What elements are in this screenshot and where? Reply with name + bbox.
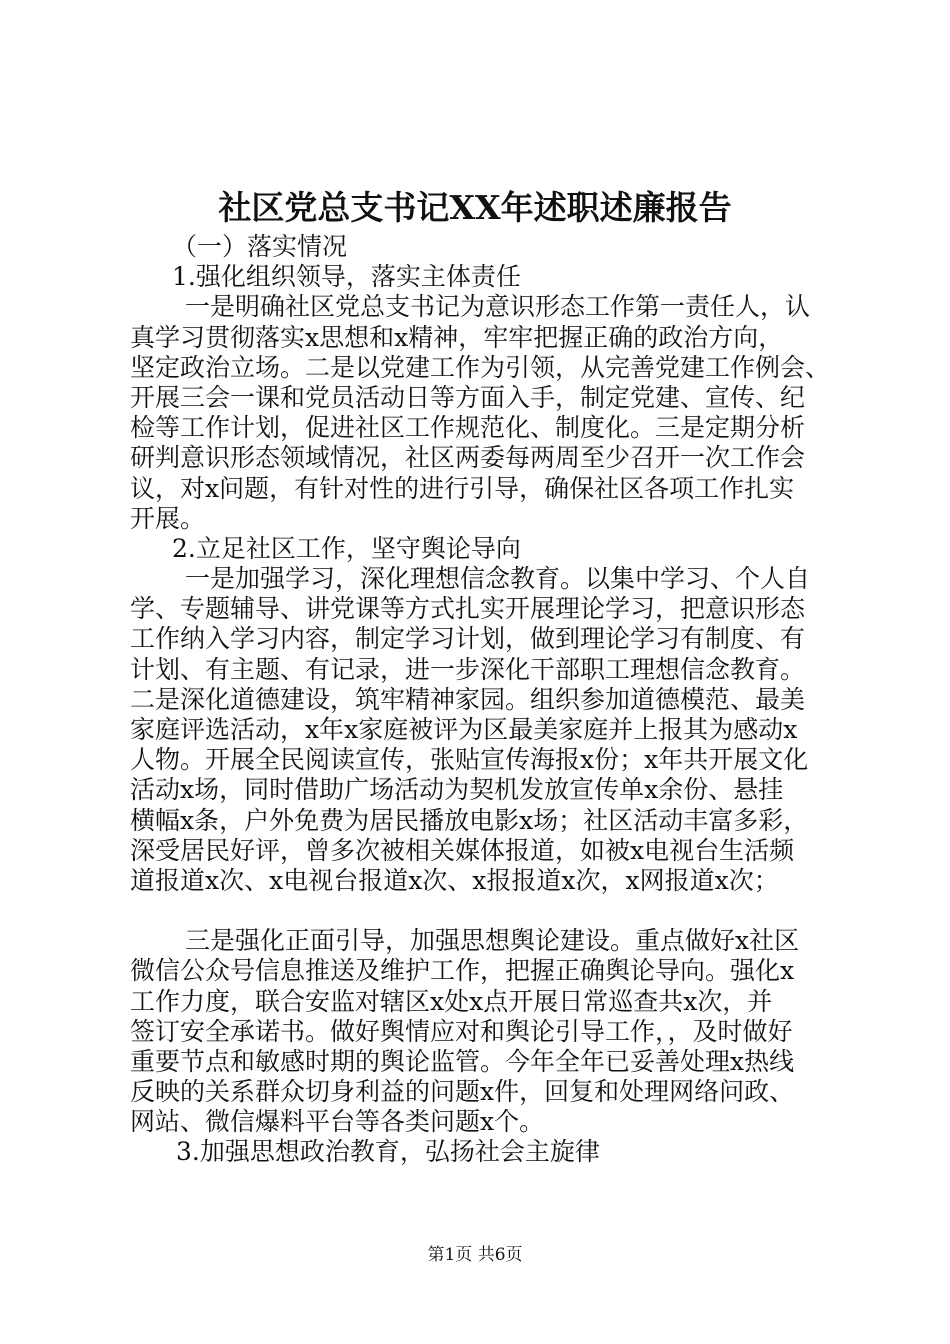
paragraph-line: 研判意识形态领域情况，社区两委每两周至少召开一次工作会 (130, 443, 806, 473)
paragraph-line: 活动x场，同时借助广场活动为契机发放宣传单x余份、悬挂 (130, 775, 784, 805)
paragraph-line: 学、专题辅导、讲党课等方式扎实开展理论学习，把意识形态 (130, 594, 806, 624)
paragraph-line: 道报道x次、x电视台报道x次、x报报道x次，x网报道x次； (130, 865, 779, 895)
document-body (130, 232, 840, 1168)
paragraph-line: 横幅x条，户外免费为居民播放电影x场；社区活动丰富多彩， (130, 805, 809, 835)
paragraph-line: 坚定政治立场。二是以党建工作为引领，从完善党建工作例会、 (130, 352, 831, 382)
paragraph-line: 微信公众号信息推送及维护工作，把握正确舆论导向。强化x (130, 956, 795, 986)
paragraph-line: 反映的关系群众切身利益的问题x件，回复和处理网络问政、 (130, 1077, 795, 1107)
paragraph-spacer (130, 896, 840, 926)
paragraph-line: 真学习贯彻落实x思想和x精神，牢牢把握正确的政治方向， (130, 322, 784, 352)
paragraph-line: 重要节点和敏感时期的舆论监管。今年全年已妥善处理x热线 (130, 1046, 795, 1076)
paragraph-line: 议，对x问题，有针对性的进行引导，确保社区各项工作扎实 (130, 473, 795, 503)
paragraph-line: 计划、有主题、有记录，进一步深化干部职工理想信念教育。 (130, 654, 806, 684)
paragraph-line: 工作纳入学习内容，制定学习计划，做到理论学习有制度、有 (130, 624, 806, 654)
subsection-heading: 3.加强思想政治教育，弘扬社会主旋律 (176, 1137, 600, 1167)
section-heading: （一）落实情况 (172, 232, 348, 261)
paragraph-line: 二是深化道德建设，筑牢精神家园。组织参加道德模范、最美 (130, 684, 806, 714)
page-footer: 第1页 共6页 (427, 1245, 523, 1265)
paragraph-line: 深受居民好评，曾多次被相关媒体报道，如被x电视台生活频 (130, 835, 795, 865)
paragraph-line: 家庭评选活动，x年x家庭被评为区最美家庭并上报其为感动x (130, 715, 798, 744)
paragraph-line: 三是强化正面引导，加强思想舆论建设。重点做好x社区 (185, 926, 800, 956)
paragraph-line: 开展。 (130, 503, 206, 533)
document-title: 社区党总支书记XX年述职述廉报告 (218, 188, 732, 227)
paragraph-line: 开展三会一课和党员活动日等方面入手，制定党建、宣传、纪 (130, 382, 806, 412)
paragraph-line: 工作力度，联合安监对辖区x处x点开展日常巡查共x次，并 (130, 986, 773, 1016)
paragraph-line: 一是加强学习，深化理想信念教育。以集中学习、个人自 (185, 564, 811, 594)
paragraph-line: 检等工作计划，促进社区工作规范化、制度化。三是定期分析 (130, 413, 806, 443)
subsection-heading: 1.强化组织领导，落实主体责任 (172, 262, 521, 292)
subsection-heading: 2.立足社区工作，坚守舆论导向 (172, 533, 521, 563)
paragraph-line: 网站、微信爆料平台等各类问题x个。 (130, 1107, 545, 1137)
paragraph-line: 签订安全承诺书。做好舆情应对和舆论引导工作，，及时做好 (130, 1016, 793, 1046)
paragraph-line: 人物。开展全民阅读宣传，张贴宣传海报x份；x年共开展文化 (130, 745, 809, 775)
paragraph-line: 一是明确社区党总支书记为意识形态工作第一责任人，认 (185, 292, 811, 322)
